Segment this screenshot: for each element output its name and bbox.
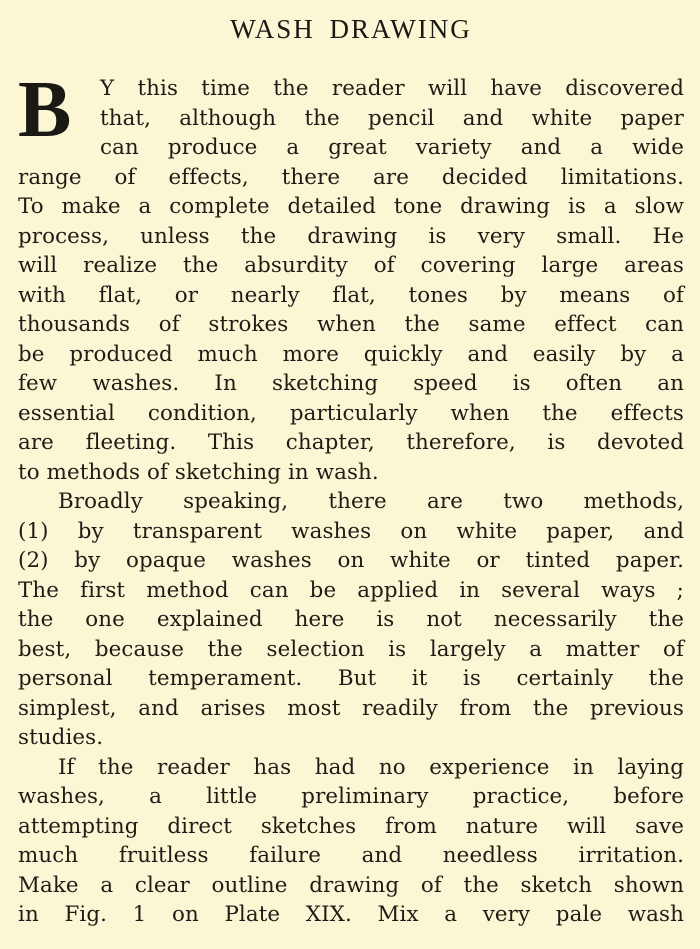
text-line: The first method can be applied in several ways ; (18, 577, 684, 603)
text-line: studies. (18, 725, 104, 750)
body-text (18, 74, 684, 930)
text-line: the one explained here is not necessarily the (18, 607, 684, 632)
text-line: are fleeting. This chapter, therefore, is devoted (18, 430, 684, 455)
text-line: (1) by transparent washes on white paper, and (18, 518, 684, 544)
text-line: Broadly speaking, there are two methods, (58, 489, 684, 514)
text-line: attempting direct sketches from nature will save (18, 813, 684, 839)
text-line: can produce a great variety and a wide (100, 135, 684, 160)
text-line: be produced much more quickly and easily by a (18, 341, 684, 367)
text-line: washes, a little preliminary practice, before (18, 784, 684, 809)
text-line: with flat, or nearly flat, tones by means of (18, 282, 684, 308)
text-line: Make a clear outline drawing of the sketch shown (18, 872, 684, 898)
text-line: that, although the pencil and white paper (100, 105, 684, 131)
text-line: much fruitless failure and needless irritation. (18, 843, 684, 868)
text-line: (2) by opaque washes on white or tinted paper. (18, 548, 684, 573)
text-line: essential condition, particularly when the effects (18, 400, 684, 426)
text-line: to methods of sketching in wash. (18, 459, 379, 485)
text-line: To make a complete detailed tone drawing is a slow (18, 194, 684, 219)
text-line: personal temperament. But it is certainly the (18, 666, 684, 691)
text-line: If the reader has had no experience in laying (58, 754, 684, 780)
text-line: process, unless the drawing is very small. He (18, 223, 684, 249)
text-line: thousands of strokes when the same effect can (18, 312, 684, 337)
text-line: simplest, and arises most readily from the previous (18, 695, 684, 721)
page-title: WASH DRAWING (230, 14, 472, 44)
text-line: range of effects, there are decided limitations. (18, 164, 684, 190)
text-line: will realize the absurdity of covering large areas (18, 253, 684, 278)
drop-cap: B (18, 66, 72, 154)
text-line: best, because the selection is largely a matter of (18, 636, 684, 662)
text-line: few washes. In sketching speed is often an (18, 371, 684, 396)
text-line: in Fig. 1 on Plate XIX. Mix a very pale wash (18, 902, 684, 927)
text-line: Y this time the reader will have discovered (100, 76, 684, 101)
